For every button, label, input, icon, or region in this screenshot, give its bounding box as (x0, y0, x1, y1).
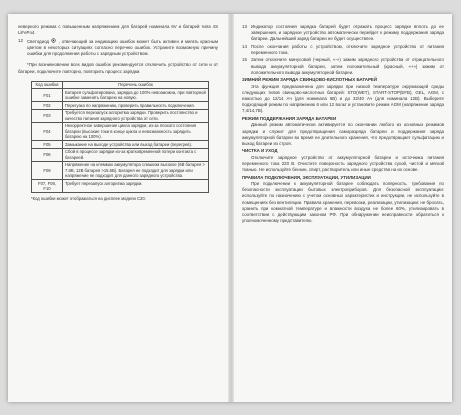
list-item-14 (242, 44, 444, 56)
paragraph-continued: неверного режима с повышенным напряжением для батарей номинала 6V и батарей типа 4S LiFePo4. (18, 24, 218, 36)
item-text-lead: Светодиод (27, 38, 49, 44)
item-number: 15 (242, 57, 247, 63)
error-code-cell: F06 (32, 148, 63, 161)
book-spine (228, 14, 234, 402)
section-paragraph: Отключите зарядное устройство от аккумуляторной батареи и источника питания переменного тока 220 В. Очистите поверхность зарядного устройства сухой, чистой и мягкой тканью. Не используйте бензин, спирт, растворитель или иные средства на их основе. (242, 154, 444, 173)
table-row (32, 148, 209, 161)
item-text: После окончания работы с устройством, отключите зарядное устройство от питания переменного тока. (251, 43, 444, 55)
left-page (18, 24, 218, 202)
list-item-12 (18, 38, 218, 57)
table-row (32, 141, 209, 149)
section-heading-rules: ПРАВИЛА ПОДКЛЮЧЕНИЯ, ЭКСПЛУАТАЦИИ, УТИЛИЗАЦИИ (242, 174, 371, 180)
error-description-cell: Замыкание на выходе устройства или выход батареи (перегрев). (63, 141, 209, 149)
section-paragraph: Данный режим автоматически активируется по окончании любого из основных режимов зарядки и служит для предотвращения саморазряда батареи и поддержания заряда аккумуляторной батареи во время ее длительного хранения, что предотвращает сульфатацию и выход батареи из строя. (242, 122, 444, 146)
document-spread (8, 14, 452, 402)
error-code-cell: F09 (32, 161, 63, 179)
section-paragraph: Эта функция предназначена для зарядки при низкой температуре окружающей среды следующих типов свинцово-кислотных батарей: STD(WET), START-STOP(EFB), GEL, AGM, с емкостью до 12/14 Ач (для номинала 6В) и до 32/40 Ач (для номинала 12В). Выберите подходящий режим по напряжению 6 или 12 вольт и установите режим AGM (напряжение заряда 7,4/14,7В). (242, 83, 444, 114)
section-paragraph: При подключении к аккумуляторной батарее соблюдать полярность, требования по безопасности эксплуатации бытовых электроприборов. Для безопасной эксплуатации: используйте по назначению с учетом основных характеристик и инструкции, не используйте в помещениях без вентиляции. Правила хранения, перевозки, реализации, утилизации: не бросать, хранить при комнатной температуре и влажности воздуха не более 60%, утилизировать в соответствии с действующим законом РФ. При обнаружении неисправности обратиться к уполномоченному представителю. (242, 181, 444, 223)
section-heading-winter-mode: ЗИМНИЙ РЕЖИМ ЗАРЯДА СВИНЦОВО-КИСЛОТНЫХ БАТАРЕЙ (242, 77, 377, 83)
error-description-cell: Некорректное завершение цикла зарядки, из-за плохого состояния батареи (высокие токи в конце цикла и невозможность зарядить батарею на 100%). (63, 122, 209, 140)
error-note: *При возникновении всех видов ошибок рекомендуется отключить устройство от сети и от батареи, подключите повторно, повторить процесс зарядки. (18, 62, 218, 74)
error-description-cell: Требует перезапуск алгоритма зарядки. (63, 180, 209, 193)
item-text: Затем отключите минусовой (черный, «-») зажим зарядного устройства от отрицательного вывода аккумуляторной батареи, затем положительный (красный, «+») зажим от положительного вывода аккумуляторной батареи. (251, 57, 444, 75)
error-code-cell: F03 (32, 109, 63, 122)
item-number: 13 (242, 24, 247, 29)
error-code-cell: F07, F08, F10 (32, 180, 63, 193)
error-code-cell: F02 (32, 102, 63, 110)
list-item-13 (242, 24, 444, 42)
item-number: 12 (18, 37, 23, 43)
table-header-row (32, 81, 209, 89)
table-row (32, 180, 209, 193)
error-description-cell: Перегузка по напряжению, проверить правильность подключения. (63, 102, 209, 110)
list-item-15 (242, 57, 444, 75)
table-footnote: *Код ошибки может отображаться на дисплее модели C20. (31, 196, 146, 202)
table-row (32, 161, 209, 179)
error-code-cell: F01 (32, 89, 63, 102)
right-page (242, 24, 444, 225)
table-row (32, 122, 209, 140)
led-indicator-icon (51, 38, 57, 45)
column-header-code: Код ошибки (32, 81, 63, 89)
error-description-cell: Сбой в процессе зарядки из-за кратковременной потери контакта с батареей. (63, 148, 209, 161)
item-text: Индикатор состояния зарядка батарей будет отражать процесс зарядки вплоть до ее завершения, и зарядное устройство автоматически перейдет к режиму поддержания заряда батареи. Дальнейший заряд батареи не будет осуществлен. (251, 24, 444, 42)
error-code-cell: F04 (32, 122, 63, 140)
column-header-errors: Перечень ошибок (63, 81, 209, 89)
error-description-cell: Батарея сульфатирована, зарядка до 100% невозможна, при повторной ошибке заменить батарею на новую. (63, 89, 209, 102)
error-code-cell: F05 (32, 141, 63, 149)
error-description-cell: Требуется перезапуск алгоритма зарядки. Проверить постоянство и качество питания зарядного устройства от сети. (63, 109, 209, 122)
error-description-cell: Напряжение на клеммах аккумулятора слишком высокое (6В батарея > 7.8В, 12В батарея >15.6В). Батарея не подходит для зарядки или напряжение не подходит для данного зарядного устройства. (63, 161, 209, 179)
item-number: 14 (242, 43, 247, 49)
error-codes-table (31, 81, 209, 194)
section-heading-cleaning: ЧИСТКА И УХОД (242, 148, 278, 154)
table-row (32, 89, 209, 102)
section-heading-maintenance-mode: РЕЖИМ ПОДДЕРЖАНИЯ ЗАРЯДА БАТАРЕИ (242, 115, 337, 121)
table-row (32, 109, 209, 122)
table-row (32, 102, 209, 110)
item-text: , отвечающий за индикацию ошибок может быть активен и мигать красным цветом в некоторых ситуациях согласно перечню ошибок. Устраните возможную причину ошибки для продолжения работы с зарядным устройством. (27, 38, 218, 56)
